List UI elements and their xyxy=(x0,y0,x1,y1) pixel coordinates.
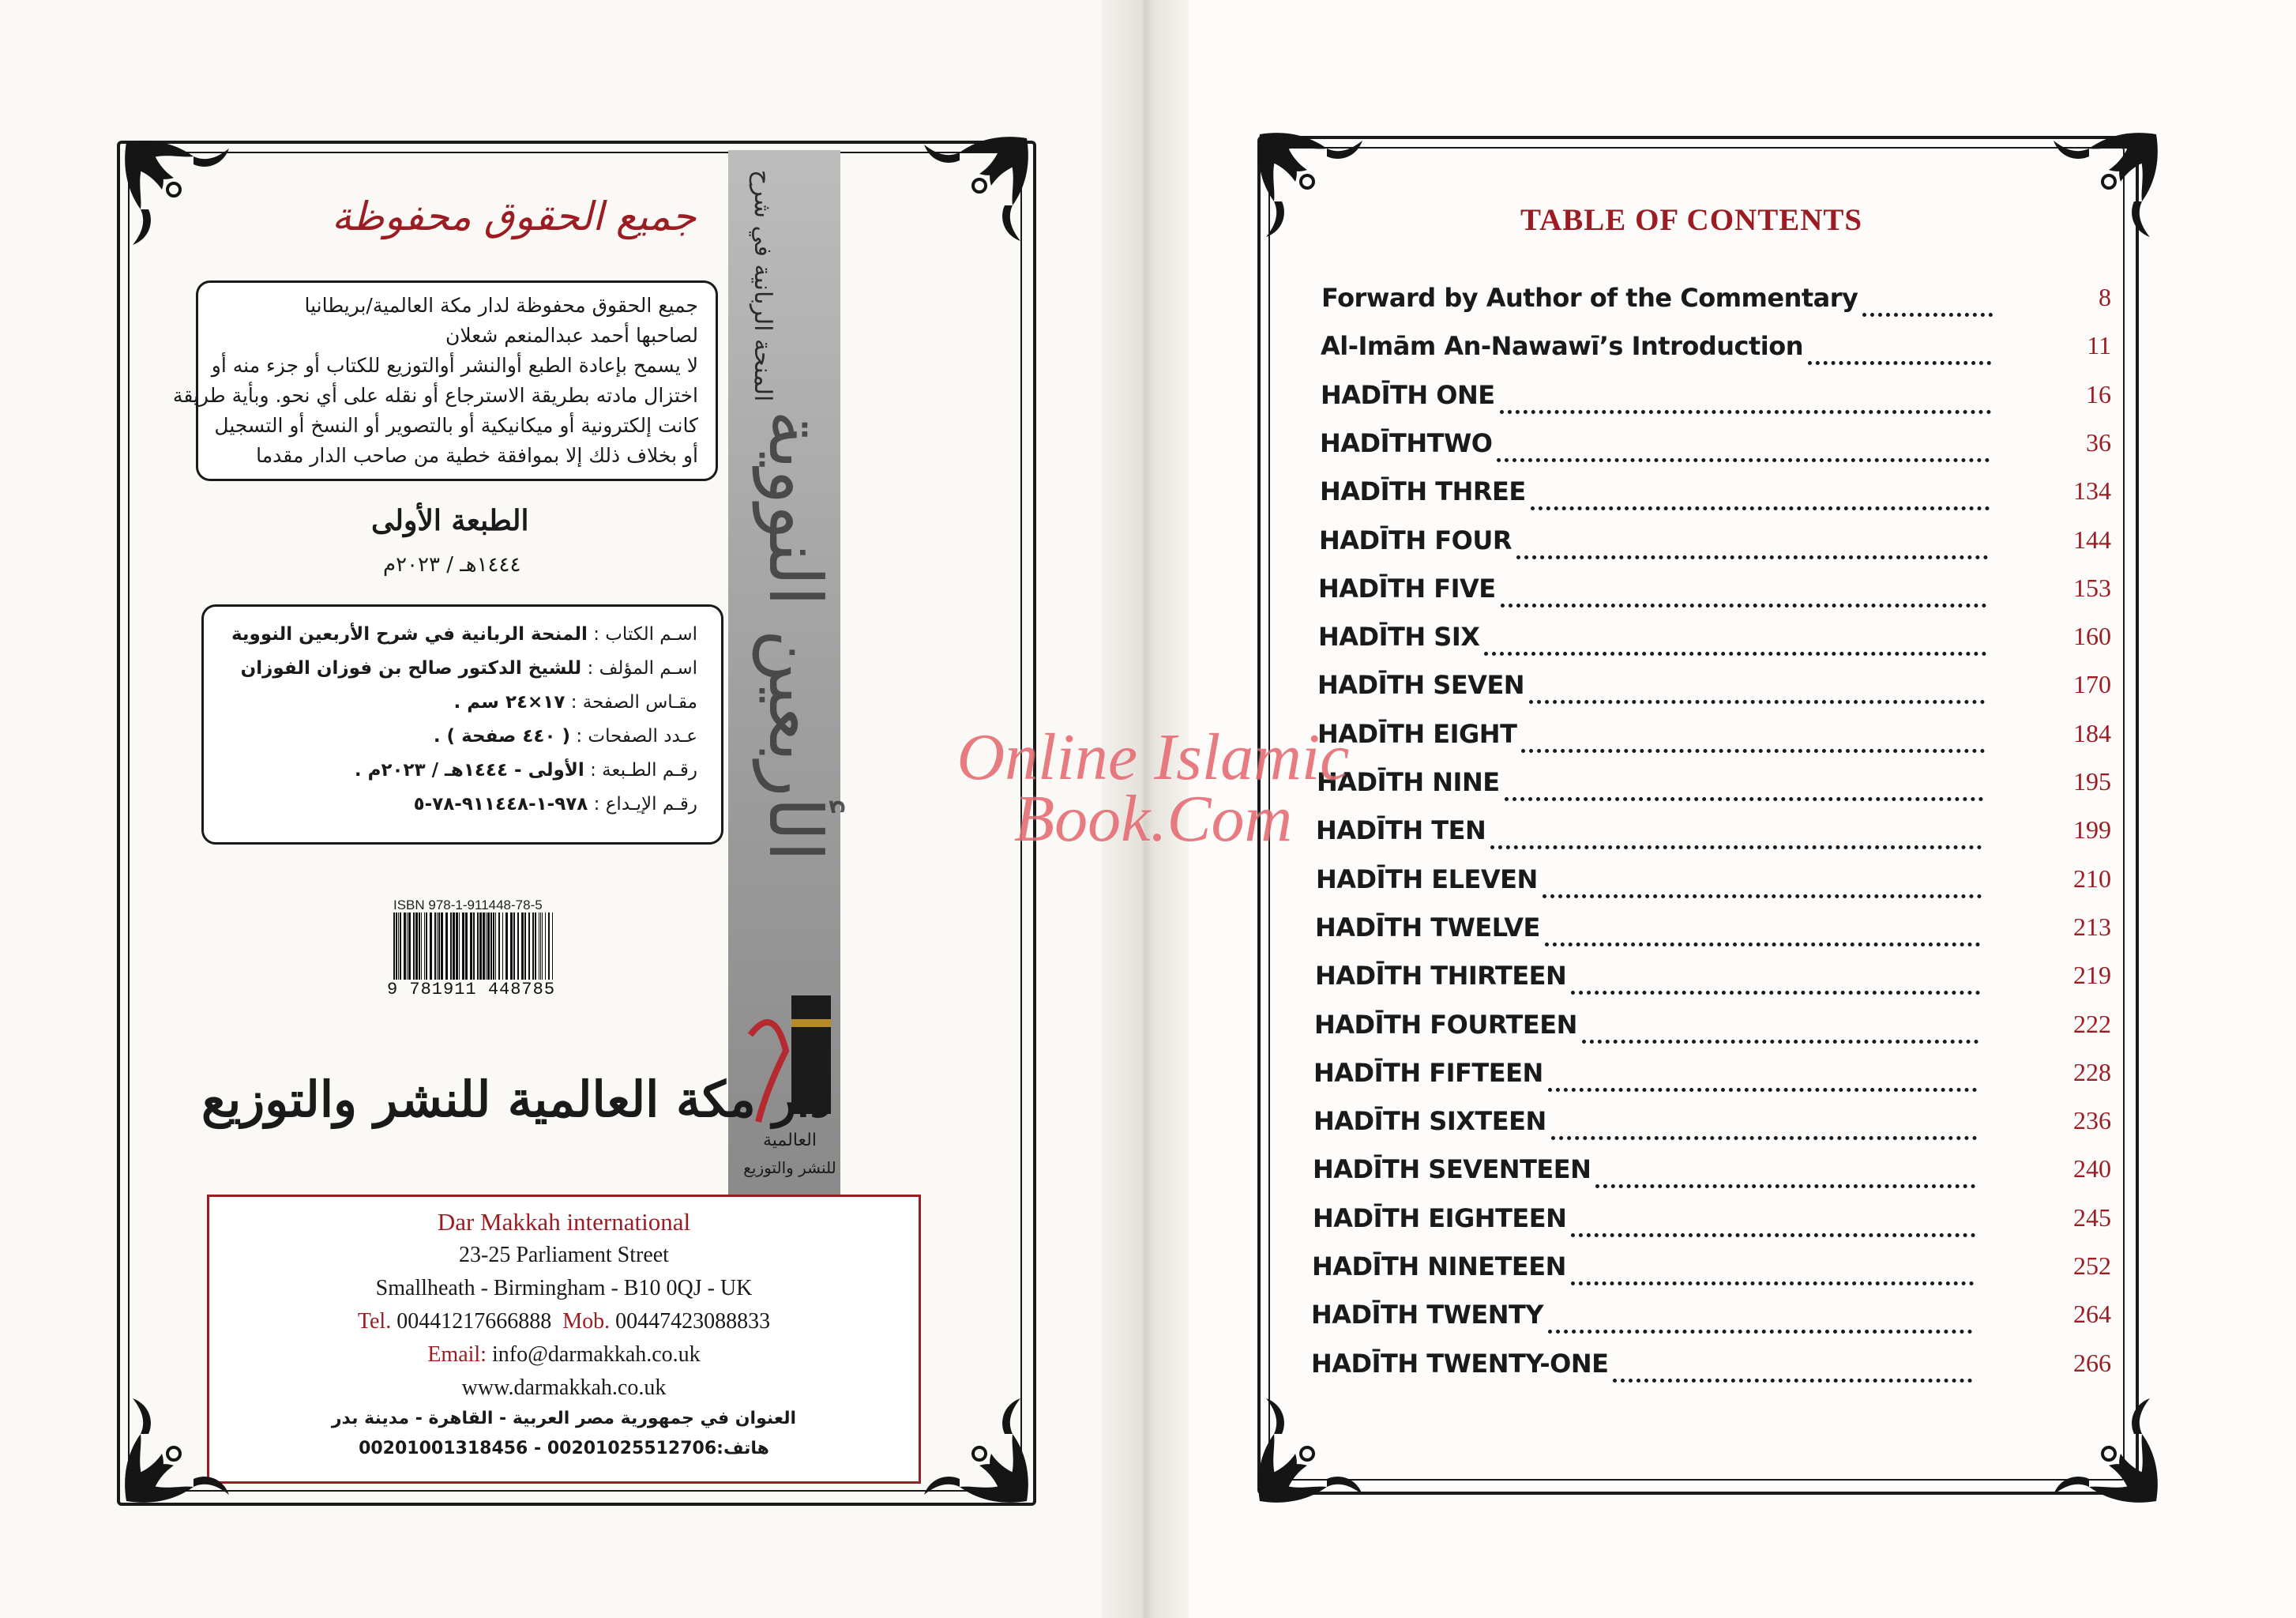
egypt-phone: هاتف:00201025512706 - 00201001318456 xyxy=(359,1439,769,1458)
tel-label: Tel. xyxy=(357,1309,392,1334)
toc-entry[interactable] xyxy=(1318,574,2119,608)
toc-entry[interactable] xyxy=(1321,380,2119,415)
toc-entry[interactable] xyxy=(1314,1010,2119,1044)
info-row xyxy=(414,794,697,815)
barcode-bar xyxy=(495,912,496,980)
rights-heading: جميع الحقوق محفوظة xyxy=(332,194,697,239)
toc-leader-dots xyxy=(1516,525,1988,559)
corner-ornament-icon xyxy=(2046,126,2164,245)
toc-entry[interactable] xyxy=(1317,719,2119,754)
rights-box xyxy=(172,280,718,481)
watermark-line-2: Book.Com xyxy=(1013,782,1293,856)
barcode-bar xyxy=(462,912,464,980)
toc-entry-title: HADĪTH SEVEN xyxy=(1317,670,1525,700)
barcode-bar xyxy=(404,912,406,980)
edition-label: الطبعة الأولى xyxy=(371,504,529,537)
toc-leader-dots xyxy=(1501,574,1986,608)
toc-entry-page: 264 xyxy=(2073,1300,2111,1328)
barcode-bar xyxy=(453,912,455,980)
toc-entry-page: 245 xyxy=(2073,1203,2111,1232)
barcode-bar xyxy=(465,912,468,980)
barcode-bar xyxy=(426,912,427,980)
barcode-bar xyxy=(408,912,411,980)
barcode-bar xyxy=(540,912,541,980)
barcode-bar xyxy=(421,912,422,980)
toc-entry-page: 11 xyxy=(2087,331,2111,359)
info-label: رقـم الطـبعة : xyxy=(590,760,697,781)
barcode-bar xyxy=(483,912,485,980)
toc-entry-page: 210 xyxy=(2073,864,2111,893)
toc-leader-dots xyxy=(1613,1349,1972,1383)
toc-entry-title: HADĪTH FOUR xyxy=(1319,525,1512,555)
toc-entry-title: HADĪTH ELEVEN xyxy=(1316,864,1538,894)
toc-entry[interactable] xyxy=(1316,864,2119,899)
toc-entry[interactable] xyxy=(1321,283,2119,318)
toc-entry-page: 195 xyxy=(2073,767,2111,796)
toc-entry-page: 144 xyxy=(2073,525,2111,554)
rights-line: أو بخلاف ذلك إلا بموافقة خطية من صاحب الدار مقدما xyxy=(256,444,698,467)
toc-entry-page: 240 xyxy=(2073,1154,2111,1183)
info-value: ٩٧٨-١-٩١١٤٤٨-٧٨-٥ xyxy=(413,794,588,815)
barcode-bar xyxy=(493,912,494,980)
barcode-bar xyxy=(400,912,401,980)
toc-leader-dots xyxy=(1490,815,1982,849)
info-row xyxy=(454,692,697,713)
info-row xyxy=(241,658,697,679)
toc-entry[interactable] xyxy=(1317,767,2119,802)
toc-entry-page: 16 xyxy=(2086,380,2111,408)
toc-entry[interactable] xyxy=(1311,1300,2119,1334)
toc-leader-dots xyxy=(1582,1010,1978,1044)
toc-entry-page: 170 xyxy=(2073,670,2111,698)
toc-entry-title: HADĪTH TWELVE xyxy=(1315,912,1540,943)
toc-entry-title: HADĪTH TWENTY-ONE xyxy=(1311,1349,1609,1379)
toc-leader-dots xyxy=(1551,1106,1977,1140)
toc-entry-page: 236 xyxy=(2073,1106,2111,1134)
info-row xyxy=(355,760,697,781)
corner-ornament-icon xyxy=(916,1390,1035,1509)
toc-entry[interactable] xyxy=(1315,912,2119,947)
toc-entry-title: HADĪTH NINETEEN xyxy=(1312,1251,1566,1281)
barcode-bar xyxy=(479,912,482,980)
corner-ornament-icon xyxy=(1252,1390,1370,1509)
barcode-bar xyxy=(524,912,526,980)
toc-entry-page: 213 xyxy=(2073,912,2111,941)
toc-leader-dots xyxy=(1497,428,1990,462)
toc-leader-dots xyxy=(1862,283,1993,317)
info-label: مقـاس الصفحة : xyxy=(570,692,697,713)
website: www.darmakkah.co.uk xyxy=(461,1375,667,1400)
info-value: المنحة الربانية في شرح الأربعين النووية xyxy=(231,624,588,645)
toc-entry-title: HADĪTH THREE xyxy=(1320,476,1526,506)
info-value: ( ٤٤٠ صفحة ) . xyxy=(433,726,571,747)
toc-leader-dots xyxy=(1571,1251,1974,1285)
isbn-label: ISBN 978-1-911448-78-5 xyxy=(393,897,543,912)
toc-entry-page: 219 xyxy=(2073,961,2111,989)
barcode-bar xyxy=(513,912,515,980)
barcode-bar xyxy=(450,912,452,980)
mob-number: 00447423088833 xyxy=(615,1309,771,1334)
toc-entry-title: HADĪTH EIGHT xyxy=(1317,719,1517,749)
rights-line: لصاحبها أحمد عبدالمنعم شعلان xyxy=(445,324,698,347)
barcode-bar xyxy=(415,912,418,980)
barcode-bar xyxy=(542,912,543,980)
toc-entry[interactable] xyxy=(1319,525,2119,560)
toc-entry-title: HADĪTH SEVENTEEN xyxy=(1313,1154,1591,1184)
toc-entry-title: HADĪTH THIRTEEN xyxy=(1315,961,1567,991)
toc-entry[interactable] xyxy=(1313,1106,2119,1141)
barcode-bar xyxy=(510,912,513,980)
toc-entry-title: HADĪTH FOURTEEN xyxy=(1314,1010,1577,1040)
barcode-bar xyxy=(486,912,487,980)
toc-entry-page: 160 xyxy=(2073,622,2111,650)
barcode-bar xyxy=(441,912,443,980)
barcode-bar xyxy=(502,912,503,980)
toc-entry-page: 8 xyxy=(2099,283,2111,311)
book-info-box xyxy=(201,604,723,845)
barcode-bar xyxy=(424,912,425,980)
toc-leader-dots xyxy=(1595,1154,1975,1188)
publisher-logo-text: العالمية xyxy=(763,1131,817,1150)
barcode-bar xyxy=(437,912,438,980)
toc-entry-title: HADĪTH TWENTY xyxy=(1311,1300,1544,1330)
tel-number: 00441217666888 xyxy=(396,1309,552,1334)
toc-entry[interactable] xyxy=(1320,428,2119,463)
mob-label: Mob. xyxy=(562,1309,611,1334)
info-label: رقـم الإيـداع : xyxy=(593,794,697,815)
email-label: Email: xyxy=(427,1342,487,1367)
toc-entry[interactable] xyxy=(1312,1251,2119,1286)
toc-leader-dots xyxy=(1529,670,1985,704)
barcode-bar xyxy=(505,912,508,980)
toc-entry-title: HADĪTH SIX xyxy=(1318,622,1480,652)
barcode-bar xyxy=(413,912,415,980)
barcode-bar xyxy=(552,912,553,980)
barcode-bar xyxy=(528,912,530,980)
publisher-logo-subtext: للنشر والتوزيع xyxy=(743,1158,836,1177)
info-row xyxy=(434,726,697,747)
corner-ornament-icon xyxy=(1252,126,1370,245)
info-value: ١٧×٢٤ سم . xyxy=(453,692,566,713)
watermark-line-1: Online Islamic xyxy=(956,721,1350,794)
toc-entry-page: 153 xyxy=(2073,574,2111,602)
toc-leader-dots xyxy=(1531,476,1990,510)
toc-leader-dots xyxy=(1545,912,1980,946)
spine-title: الأربعين النووية xyxy=(753,410,837,862)
barcode-bar xyxy=(459,912,460,980)
barcode-bar xyxy=(419,912,420,980)
info-label: عـدد الصفحات : xyxy=(576,726,697,747)
toc-entry-page: 252 xyxy=(2073,1251,2111,1280)
toc-entry-title: HADĪTH NINE xyxy=(1317,767,1500,797)
toc-entry-title: HADĪTH TEN xyxy=(1316,815,1486,845)
toc-entry[interactable] xyxy=(1318,622,2119,657)
address-city: Smallheath - Birmingham - B10 0QJ - UK xyxy=(375,1276,753,1300)
toc-leader-dots xyxy=(1548,1300,1972,1334)
toc-entry-title: Forward by Author of the Commentary xyxy=(1321,283,1858,313)
barcode-bar xyxy=(438,912,440,980)
toc-entry-page: 228 xyxy=(2073,1058,2111,1086)
toc-entry[interactable] xyxy=(1321,331,2119,366)
barcode-bar xyxy=(456,912,458,980)
rights-line: لا يسمح بإعادة الطبع أوالنشر أوالتوزيع للكتاب أو جزء منه أو xyxy=(211,354,698,377)
barcode-bar xyxy=(517,912,519,980)
barcode-bar xyxy=(396,912,397,980)
barcode xyxy=(392,912,556,980)
corner-ornament-icon xyxy=(118,1390,237,1509)
info-label: اسـم الكتاب : xyxy=(593,624,697,645)
barcode-bar xyxy=(430,912,432,980)
barcode-bar xyxy=(398,912,399,980)
barcode-bar xyxy=(498,912,500,980)
barcode-bar xyxy=(548,912,550,980)
toc-entry[interactable] xyxy=(1316,815,2119,850)
toc-entry-title: HADĪTH FIFTEEN xyxy=(1313,1058,1543,1088)
toc-entry-page: 36 xyxy=(2086,428,2111,457)
toc-leader-dots xyxy=(1505,767,1983,801)
toc-entry-page: 199 xyxy=(2073,815,2111,844)
barcode-bar xyxy=(487,912,490,980)
barcode-bar xyxy=(490,912,492,980)
toc-leader-dots xyxy=(1500,380,1991,414)
barcode-bar xyxy=(434,912,436,980)
barcode-bar xyxy=(535,912,536,980)
toc-entry-page: 222 xyxy=(2073,1010,2111,1038)
rights-line: كانت إلكترونية أو ميكانيكية أو بالتصوير أو النسخ أو التسجيل xyxy=(214,414,698,437)
toc-entry[interactable] xyxy=(1315,961,2119,995)
toc-entry-title: HADĪTH SIXTEEN xyxy=(1313,1106,1546,1136)
edition-date: ١٤٤٤هـ / ٢٠٢٣م xyxy=(383,553,521,577)
contact-email xyxy=(209,1342,919,1368)
toc-leader-dots xyxy=(1521,719,1985,753)
toc-entry[interactable] xyxy=(1317,670,2119,705)
barcode-number: 9 781911 448785 xyxy=(387,980,556,999)
toc-leader-dots xyxy=(1548,1058,1977,1092)
spine-subtitle: المنحة الربانية في شرح xyxy=(749,170,776,402)
info-label: اسـم المؤلف : xyxy=(587,658,697,679)
toc-entry-title: HADĪTH FIVE xyxy=(1318,574,1496,604)
rights-line: جميع الحقوق محفوظة لدار مكة العالمية/بريطانيا xyxy=(304,294,698,317)
toc-entry[interactable] xyxy=(1313,1154,2119,1189)
barcode-bar xyxy=(407,912,408,980)
toc-entry-title: Al-Imām An-Nawawī’s Introduction xyxy=(1321,331,1804,361)
toc-leader-dots xyxy=(1808,331,1991,365)
info-value: الأولى - ١٤٤٤هـ / ٢٠٢٣م . xyxy=(354,760,584,781)
barcode-bar xyxy=(470,912,472,980)
toc-entry-title: HADĪTH ONE xyxy=(1321,380,1495,410)
barcode-bar xyxy=(521,912,524,980)
egypt-address: العنوان في جمهورية مصر العربية - القاهرة - مدينة بدر xyxy=(331,1409,797,1428)
toc-entry[interactable] xyxy=(1313,1058,2119,1093)
barcode-bar xyxy=(473,912,475,980)
toc-leader-dots xyxy=(1571,1203,1975,1237)
publisher-calligraphy: دار مكة العالمية للنشر والتوزيع xyxy=(201,1071,832,1128)
toc-leader-dots xyxy=(1543,864,1982,898)
contact-phones xyxy=(209,1309,919,1334)
barcode-bar xyxy=(545,912,546,980)
toc-entry-page: 184 xyxy=(2073,719,2111,747)
toc-leader-dots xyxy=(1484,622,1986,656)
corner-ornament-icon xyxy=(2046,1390,2164,1509)
info-row xyxy=(231,624,697,645)
toc-leader-dots xyxy=(1571,961,1980,995)
corner-ornament-icon xyxy=(916,130,1035,249)
barcode-bar xyxy=(393,912,395,980)
rights-line: اختزال مادته بطريقة الاسترجاع أو نقله على أي نحو. وبأية طريقة xyxy=(172,384,698,407)
toc-entry-title: HADĪTHTWO xyxy=(1320,428,1493,458)
toc-entry-page: 134 xyxy=(2073,476,2111,505)
toc-entry-title: HADĪTH EIGHTEEN xyxy=(1313,1203,1567,1233)
toc-entry[interactable] xyxy=(1320,476,2119,511)
toc-heading: TABLE OF CONTENTS xyxy=(1520,203,1863,237)
barcode-bar xyxy=(532,912,534,980)
address-box xyxy=(207,1195,921,1484)
toc-entry-page: 266 xyxy=(2073,1349,2111,1377)
barcode-bar xyxy=(445,912,448,980)
toc-entry[interactable] xyxy=(1311,1349,2119,1383)
barcode-bar xyxy=(477,912,479,980)
toc-entry[interactable] xyxy=(1313,1203,2119,1238)
publisher-name: Dar Makkah international xyxy=(437,1208,691,1236)
email-address: info@darmakkah.co.uk xyxy=(491,1342,701,1367)
info-value: للشيخ الدكتور صالح بن فوزان الفوزان xyxy=(240,658,582,679)
address-street: 23-25 Parliament Street xyxy=(459,1243,669,1267)
corner-ornament-icon xyxy=(118,134,237,253)
